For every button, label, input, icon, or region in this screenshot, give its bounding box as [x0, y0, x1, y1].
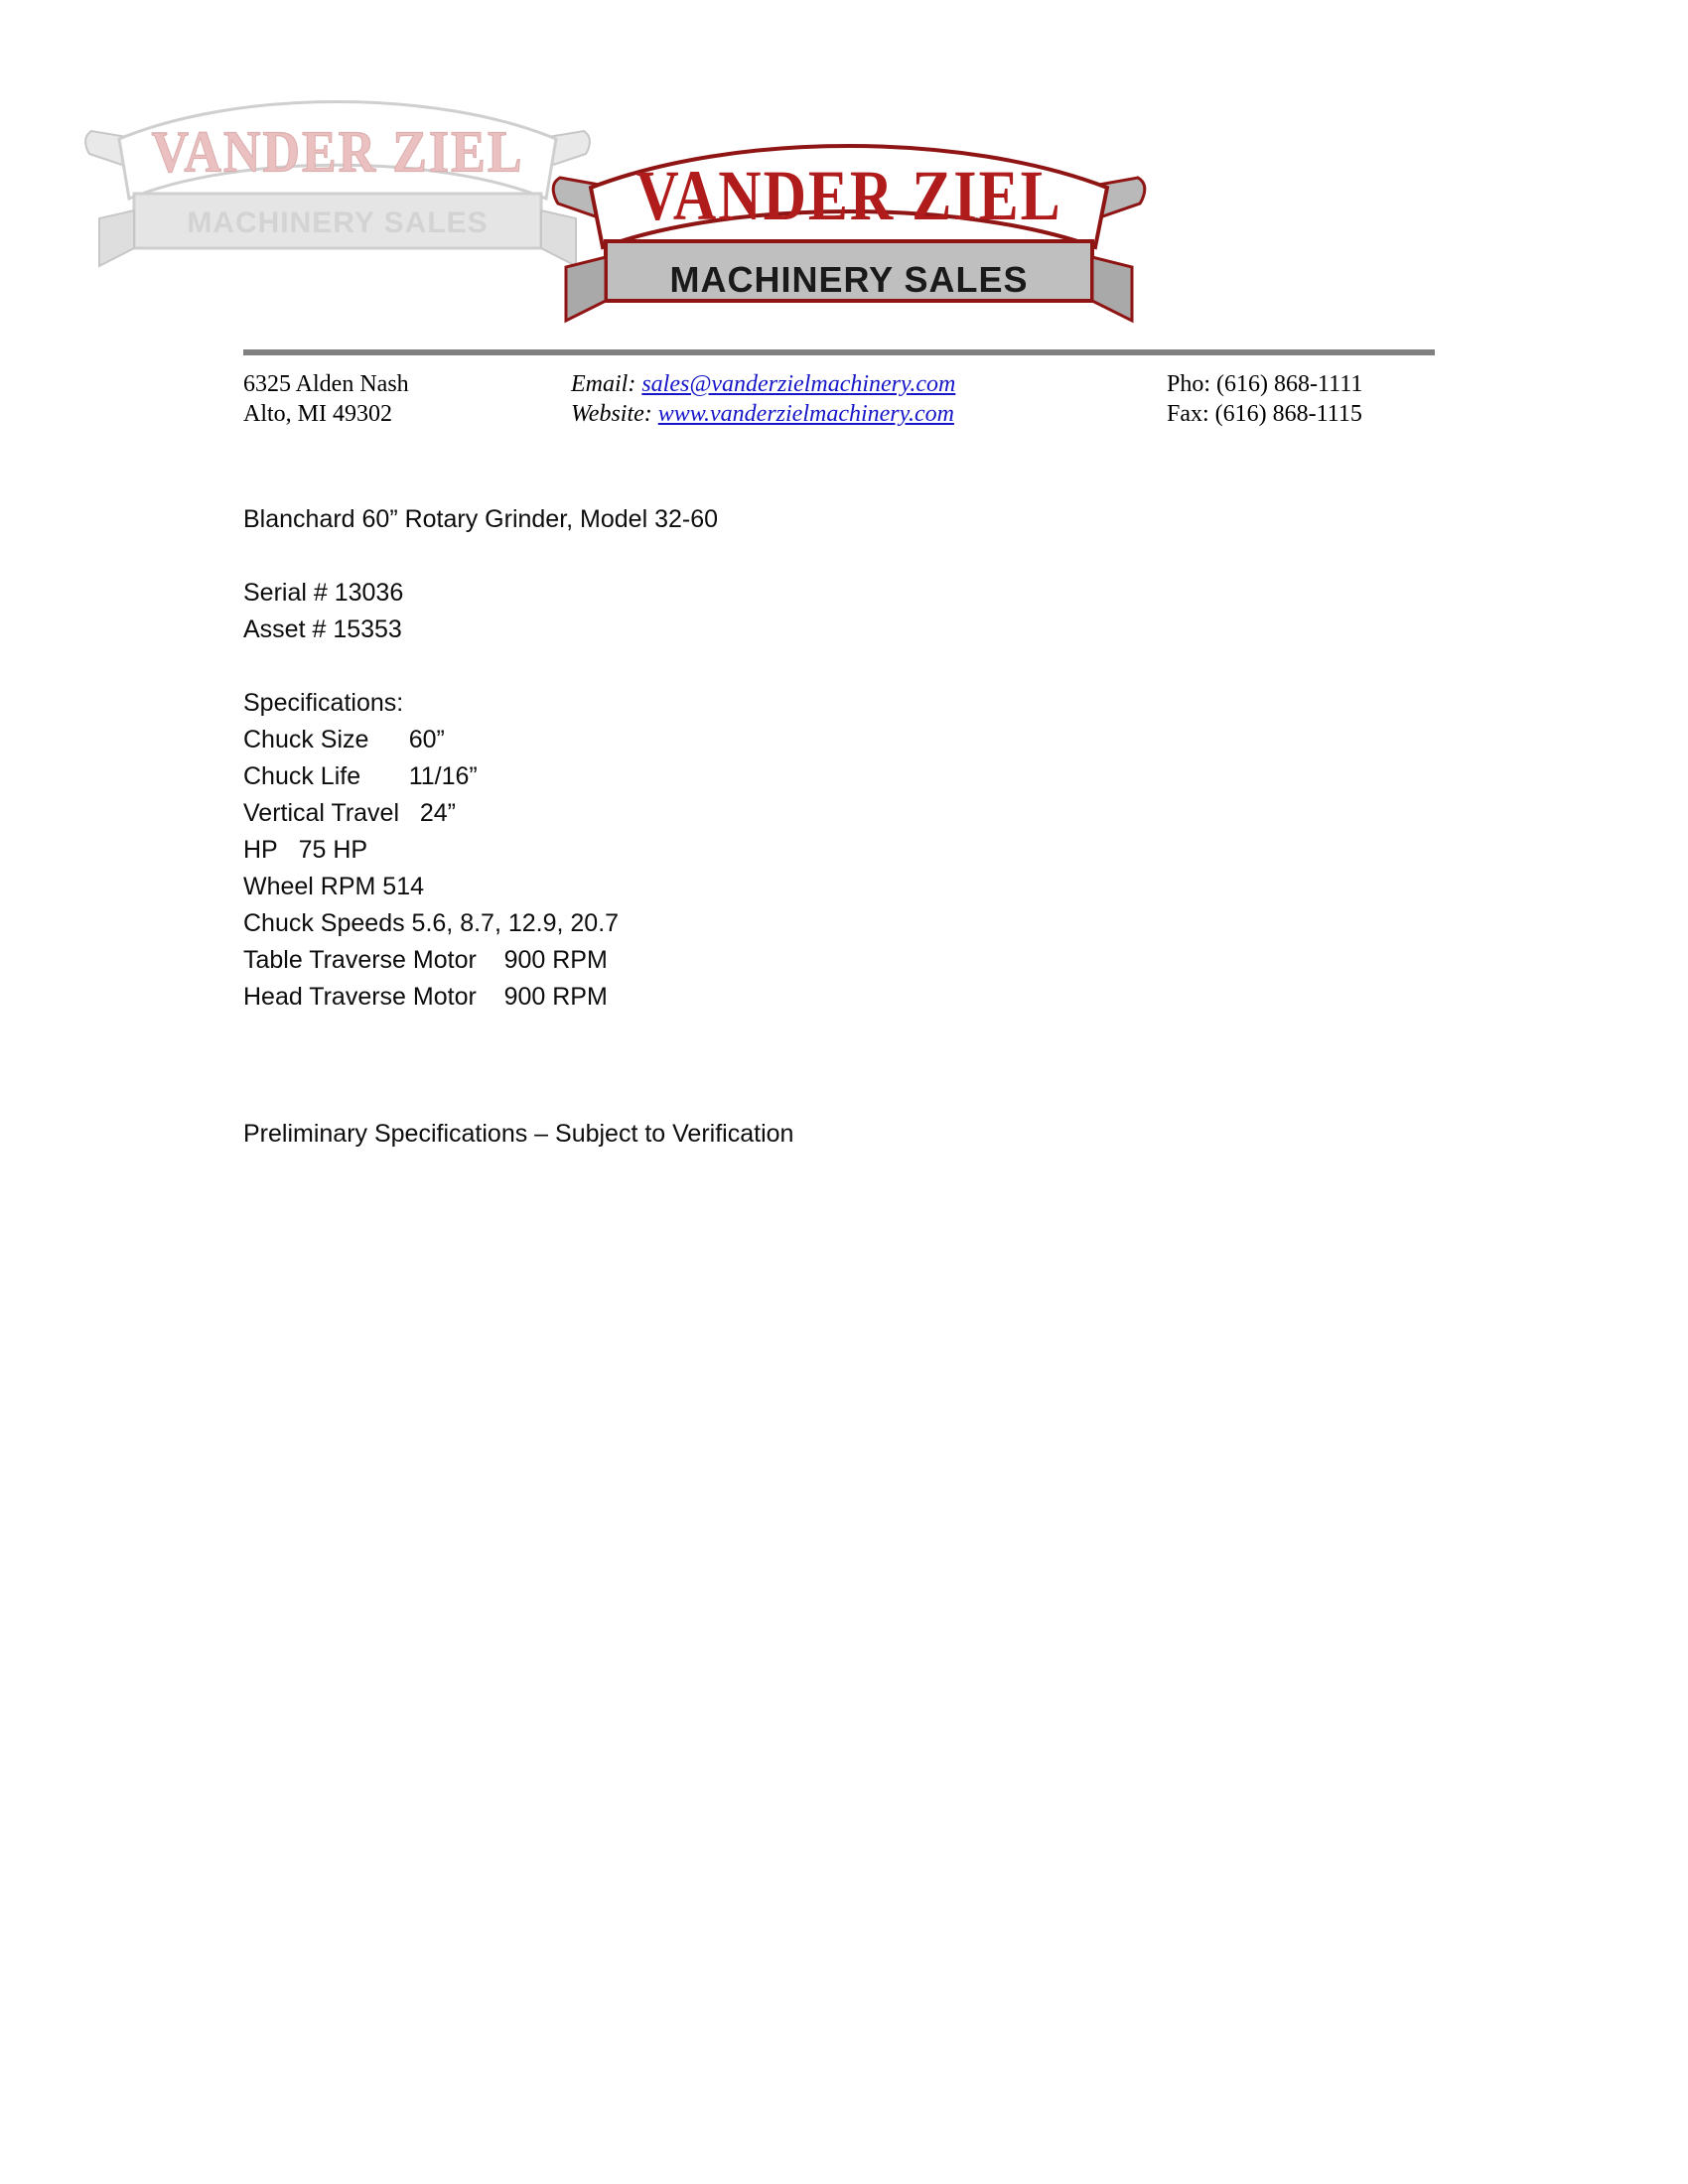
spacer-1 [243, 538, 1435, 575]
spec-row-chuck-speeds: Chuck Speeds 5.6, 8.7, 12.9, 20.7 [243, 909, 620, 937]
specifications-heading: Specifications: [243, 689, 404, 717]
spacer-2 [243, 648, 1435, 685]
address-line-1: 6325 Alden Nash [243, 371, 409, 397]
company-logo [546, 144, 1152, 333]
website-row [571, 399, 1167, 429]
serial-number: Serial # 13036 [243, 579, 404, 607]
email-row [571, 369, 1167, 399]
logo-watermark-top-text: VANDER ZIEL [151, 119, 524, 186]
spec-row-chuck-size: Chuck Size 60” [243, 726, 445, 753]
spec-row-hp: HP 75 HP [243, 836, 368, 864]
preliminary-note: Preliminary Specifications – Subject to Verification [243, 1120, 794, 1148]
company-logo-bottom-text: MACHINERY SALES [669, 259, 1029, 300]
spec-row-head-traverse-motor: Head Traverse Motor 900 RPM [243, 983, 608, 1011]
fax-number: Fax: (616) 868-1115 [1167, 401, 1362, 427]
header-divider [243, 349, 1435, 355]
contact-block [243, 369, 1445, 429]
logo-watermark-bottom-text: MACHINERY SALES [187, 206, 489, 239]
machine-title: Blanchard 60” Rotary Grinder, Model 32-60 [243, 505, 719, 533]
spec-row-vertical-travel: Vertical Travel 24” [243, 799, 456, 827]
logo-area [70, 89, 1142, 338]
phone-number: Pho: (616) 868-1111 [1167, 371, 1363, 397]
spec-row-wheel-rpm: Wheel RPM 514 [243, 873, 425, 900]
document-body [243, 501, 1435, 1016]
company-logo-top-text: VANDER ZIEL [635, 156, 1062, 235]
logo-watermark [79, 99, 596, 288]
spec-row-chuck-life: Chuck Life 11/16” [243, 762, 478, 790]
website-label: Website: [571, 401, 652, 427]
contact-row-2 [243, 399, 1445, 429]
spec-row-table-traverse-motor: Table Traverse Motor 900 RPM [243, 946, 608, 974]
email-label: Email: [571, 371, 636, 397]
email-link[interactable]: sales@vanderzielmachinery.com [641, 371, 956, 397]
address-line-2: Alto, MI 49302 [243, 401, 392, 427]
website-link[interactable]: www.vanderzielmachinery.com [657, 401, 954, 427]
contact-row-1 [243, 369, 1445, 399]
asset-number: Asset # 15353 [243, 615, 402, 643]
